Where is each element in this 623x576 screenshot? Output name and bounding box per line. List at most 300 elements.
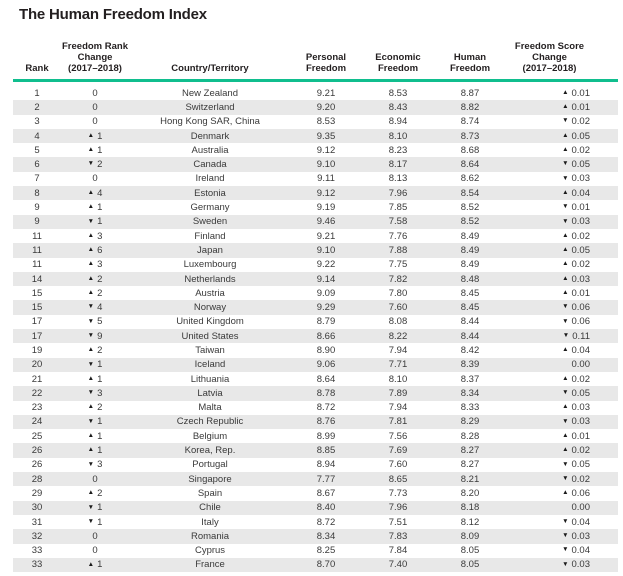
change-value: 4	[97, 187, 103, 199]
human-freedom-cell: 8.34	[460, 387, 480, 399]
rank-cell: 17	[31, 330, 43, 342]
rank-cell: 24	[31, 416, 43, 428]
up-arrow-icon: ▲	[87, 289, 95, 297]
score-change-cell	[505, 102, 604, 113]
change-value: 0	[92, 545, 98, 557]
table-row	[13, 200, 618, 214]
human-freedom-cell: 8.73	[460, 130, 480, 142]
country-cell: Cyprus	[194, 545, 226, 557]
change-value: 1	[97, 202, 103, 214]
personal-freedom-cell: 8.70	[316, 559, 336, 571]
country-cell: Estonia	[194, 187, 226, 199]
human-freedom-cell: 8.62	[460, 173, 480, 185]
economic-freedom-cell: 8.94	[388, 116, 408, 128]
down-arrow-icon: ▼	[87, 460, 95, 468]
table-row	[13, 358, 618, 372]
up-arrow-icon: ▲	[87, 274, 95, 282]
table-row	[13, 243, 618, 257]
personal-freedom-cell: 8.72	[316, 516, 336, 528]
change-value: 0.03	[571, 416, 590, 428]
change-value: 6	[97, 244, 103, 256]
change-value: 4	[97, 302, 103, 314]
rank-change-cell	[61, 274, 129, 285]
economic-freedom-cell: 8.22	[388, 330, 408, 342]
table-row	[13, 215, 618, 229]
country-cell: Czech Republic	[176, 416, 244, 428]
score-change-cell	[505, 245, 604, 256]
economic-freedom-cell: 7.81	[388, 416, 408, 428]
change-value: 3	[97, 259, 103, 271]
human-freedom-cell: 8.74	[460, 116, 480, 128]
score-change-cell	[505, 545, 604, 556]
economic-freedom-cell: 8.17	[388, 159, 408, 171]
country-cell: Norway	[193, 302, 227, 314]
rank-cell: 26	[31, 445, 43, 457]
personal-freedom-cell: 9.14	[316, 273, 336, 285]
personal-freedom-cell: 9.10	[316, 244, 336, 256]
up-arrow-icon: ▲	[87, 403, 95, 411]
change-value: 2	[97, 487, 103, 499]
up-arrow-icon: ▲	[87, 203, 95, 211]
personal-freedom-cell: 7.77	[316, 473, 336, 485]
rank-cell: 8	[34, 187, 40, 199]
down-arrow-icon: ▼	[562, 217, 569, 225]
score-change-cell	[505, 331, 604, 342]
personal-freedom-cell: 8.53	[316, 116, 336, 128]
economic-freedom-cell: 7.40	[388, 559, 408, 571]
country-cell: Korea, Rep.	[184, 445, 236, 457]
rank-cell: 23	[31, 402, 43, 414]
score-change-cell	[505, 517, 604, 528]
up-arrow-icon: ▲	[562, 346, 569, 354]
table-body	[13, 86, 618, 572]
economic-freedom-cell: 7.60	[388, 302, 408, 314]
personal-freedom-cell: 8.25	[316, 545, 336, 557]
economic-freedom-cell: 8.13	[388, 173, 408, 185]
rank-cell: 11	[32, 230, 42, 242]
personal-freedom-cell: 9.12	[316, 144, 336, 156]
rank-change-cell	[61, 474, 129, 485]
down-arrow-icon: ▼	[562, 532, 569, 540]
up-arrow-icon: ▲	[562, 289, 569, 297]
country-cell: Austria	[195, 287, 225, 299]
score-change-cell	[505, 502, 604, 513]
change-value: 0.02	[571, 445, 590, 457]
score-change-cell	[505, 145, 604, 156]
human-freedom-cell: 8.28	[460, 430, 480, 442]
rank-change-cell	[61, 445, 129, 456]
down-arrow-icon: ▼	[562, 474, 569, 482]
up-arrow-icon: ▲	[87, 246, 95, 254]
score-change-cell	[505, 374, 604, 385]
rank-change-cell	[61, 245, 129, 256]
rank-cell: 3	[34, 116, 40, 128]
rank-cell: 4	[34, 130, 40, 142]
human-freedom-cell: 8.87	[460, 87, 480, 99]
human-freedom-cell: 8.48	[460, 273, 480, 285]
country-cell: Portugal	[192, 459, 228, 471]
change-value: 3	[97, 459, 103, 471]
table-header-row	[13, 33, 618, 79]
table-row	[13, 186, 618, 200]
change-value: 0.05	[571, 159, 590, 171]
human-freedom-cell: 8.49	[460, 259, 480, 271]
up-arrow-icon: ▲	[562, 246, 569, 254]
change-value: 0.05	[571, 244, 590, 256]
change-value: 0.01	[571, 101, 590, 113]
personal-freedom-cell: 9.35	[316, 130, 336, 142]
economic-freedom-cell: 7.89	[388, 387, 408, 399]
score-change-cell	[505, 288, 604, 299]
score-change-cell	[505, 202, 604, 213]
rank-change-cell	[61, 559, 129, 570]
change-value: 0.03	[571, 402, 590, 414]
economic-freedom-cell: 7.73	[388, 487, 408, 499]
economic-freedom-cell: 7.75	[388, 259, 408, 271]
change-value: 1	[97, 216, 103, 228]
rank-cell: 32	[31, 530, 43, 542]
change-value: 2	[97, 402, 103, 414]
header-divider-rule	[13, 79, 618, 82]
country-cell: Hong Kong SAR, China	[160, 116, 260, 128]
economic-freedom-cell: 7.82	[388, 273, 408, 285]
economic-freedom-cell: 7.96	[388, 187, 408, 199]
economic-freedom-cell: 8.43	[388, 101, 408, 113]
change-value: 0.04	[571, 344, 590, 356]
rank-change-cell	[61, 173, 129, 184]
change-value: 0.03	[571, 559, 590, 571]
change-value: 0.02	[571, 230, 590, 242]
up-arrow-icon: ▲	[562, 146, 569, 154]
change-value: 1	[97, 144, 103, 156]
down-arrow-icon: ▼	[87, 503, 95, 511]
country-cell: United Kingdom	[176, 316, 244, 328]
human-freedom-cell: 8.05	[460, 559, 480, 571]
table-row	[13, 229, 618, 243]
rank-cell: 33	[31, 545, 43, 557]
score-change-cell	[505, 88, 604, 99]
up-arrow-icon: ▲	[87, 231, 95, 239]
up-arrow-icon: ▲	[562, 274, 569, 282]
change-value: 0	[92, 530, 98, 542]
rank-cell: 9	[34, 216, 40, 228]
rank-change-cell	[61, 316, 129, 327]
human-freedom-cell: 8.49	[460, 230, 480, 242]
personal-freedom-cell: 8.99	[316, 430, 336, 442]
country-cell: Belgium	[192, 430, 228, 442]
change-value: 0.01	[571, 87, 590, 99]
human-freedom-cell: 8.49	[460, 244, 480, 256]
change-value: 0.05	[571, 459, 590, 471]
rank-cell: 15	[31, 302, 43, 314]
economic-freedom-cell: 8.65	[388, 473, 408, 485]
economic-freedom-cell: 8.53	[388, 87, 408, 99]
rank-change-cell	[61, 145, 129, 156]
table-row	[13, 372, 618, 386]
change-value: 0.05	[571, 387, 590, 399]
up-arrow-icon: ▲	[87, 489, 95, 497]
change-value: 0.02	[571, 144, 590, 156]
change-value: 0.00	[571, 359, 590, 371]
change-value: 3	[97, 387, 103, 399]
rank-cell: 5	[34, 144, 40, 156]
human-freedom-cell: 8.45	[460, 287, 480, 299]
score-change-cell	[505, 359, 604, 370]
change-value: 0.06	[571, 487, 590, 499]
down-arrow-icon: ▼	[87, 317, 95, 325]
personal-freedom-cell: 9.09	[316, 287, 336, 299]
personal-freedom-cell: 8.67	[316, 487, 336, 499]
table-row	[13, 157, 618, 171]
up-arrow-icon: ▲	[87, 146, 95, 154]
table-row	[13, 515, 618, 529]
up-arrow-icon: ▲	[562, 131, 569, 139]
change-value: 0.02	[571, 259, 590, 271]
personal-freedom-cell: 8.90	[316, 344, 336, 356]
score-change-cell	[505, 131, 604, 142]
economic-freedom-cell: 8.10	[388, 373, 408, 385]
up-arrow-icon: ▲	[562, 188, 569, 196]
country-cell: Spain	[197, 487, 223, 499]
table-row	[13, 272, 618, 286]
human-freedom-cell: 8.42	[460, 344, 480, 356]
economic-freedom-cell: 7.88	[388, 244, 408, 256]
rank-change-cell	[61, 188, 129, 199]
personal-freedom-cell: 9.10	[316, 159, 336, 171]
score-change-cell	[505, 274, 604, 285]
rank-change-cell	[61, 259, 129, 270]
up-arrow-icon: ▲	[562, 374, 569, 382]
country-cell: Chile	[199, 502, 221, 514]
rank-change-cell	[61, 288, 129, 299]
economic-freedom-cell: 7.51	[388, 516, 408, 528]
up-arrow-icon: ▲	[562, 260, 569, 268]
change-value: 0	[92, 116, 98, 128]
rank-change-cell	[61, 545, 129, 556]
rank-change-cell	[61, 488, 129, 499]
rank-cell: 33	[31, 559, 43, 571]
rank-change-cell	[61, 202, 129, 213]
rank-cell: 31	[31, 516, 43, 528]
down-arrow-icon: ▼	[87, 417, 95, 425]
economic-freedom-cell: 7.96	[388, 502, 408, 514]
change-value: 0.05	[571, 130, 590, 142]
country-cell: Latvia	[197, 387, 223, 399]
change-value: 0.04	[571, 187, 590, 199]
rank-change-cell	[61, 102, 129, 113]
personal-freedom-cell: 8.78	[316, 387, 336, 399]
table-row	[13, 315, 618, 329]
personal-freedom-cell: 8.79	[316, 316, 336, 328]
change-value: 0	[92, 473, 98, 485]
column-header-rank_change: Freedom Rank Change (2017–2018)	[62, 41, 128, 74]
rank-change-cell	[61, 231, 129, 242]
score-change-cell	[505, 173, 604, 184]
down-arrow-icon: ▼	[562, 517, 569, 525]
down-arrow-icon: ▼	[87, 331, 95, 339]
human-freedom-cell: 8.27	[460, 445, 480, 457]
change-value: 1	[97, 359, 103, 371]
table-row	[13, 115, 618, 129]
table-row	[13, 501, 618, 515]
score-change-cell	[505, 388, 604, 399]
rank-cell: 9	[34, 202, 40, 214]
down-arrow-icon: ▼	[562, 203, 569, 211]
human-freedom-cell: 8.52	[460, 202, 480, 214]
personal-freedom-cell: 9.22	[316, 259, 336, 271]
human-freedom-cell: 8.05	[460, 545, 480, 557]
up-arrow-icon: ▲	[87, 446, 95, 454]
personal-freedom-cell: 9.21	[316, 87, 336, 99]
human-freedom-cell: 8.37	[460, 373, 480, 385]
change-value: 0.02	[571, 473, 590, 485]
change-value: 0	[92, 173, 98, 185]
table-row	[13, 258, 618, 272]
rank-change-cell	[61, 159, 129, 170]
down-arrow-icon: ▼	[562, 160, 569, 168]
change-value: 1	[97, 502, 103, 514]
personal-freedom-cell: 8.40	[316, 502, 336, 514]
rank-change-cell	[61, 302, 129, 313]
economic-freedom-cell: 7.56	[388, 430, 408, 442]
country-cell: Germany	[190, 202, 230, 214]
table-row	[13, 129, 618, 143]
change-value: 0.02	[571, 373, 590, 385]
human-freedom-cell: 8.54	[460, 187, 480, 199]
score-change-cell	[505, 216, 604, 227]
up-arrow-icon: ▲	[562, 88, 569, 96]
change-value: 0.01	[571, 287, 590, 299]
rank-cell: 6	[34, 159, 40, 171]
up-arrow-icon: ▲	[562, 446, 569, 454]
table-row	[13, 486, 618, 500]
economic-freedom-cell: 7.85	[388, 202, 408, 214]
rank-change-cell	[61, 416, 129, 427]
personal-freedom-cell: 8.64	[316, 373, 336, 385]
economic-freedom-cell: 7.58	[388, 216, 408, 228]
country-cell: Iceland	[194, 359, 226, 371]
economic-freedom-cell: 7.60	[388, 459, 408, 471]
change-value: 0.04	[571, 516, 590, 528]
change-value: 0.01	[571, 202, 590, 214]
up-arrow-icon: ▲	[87, 260, 95, 268]
change-value: 0.03	[571, 216, 590, 228]
up-arrow-icon: ▲	[87, 560, 95, 568]
personal-freedom-cell: 9.46	[316, 216, 336, 228]
economic-freedom-cell: 7.80	[388, 287, 408, 299]
economic-freedom-cell: 7.94	[388, 344, 408, 356]
score-change-cell	[505, 116, 604, 127]
page-title: The Human Freedom Index	[19, 6, 207, 23]
country-cell: Romania	[190, 530, 230, 542]
country-cell: Italy	[201, 516, 219, 528]
down-arrow-icon: ▼	[562, 303, 569, 311]
country-cell: Japan	[197, 244, 223, 256]
economic-freedom-cell: 7.94	[388, 402, 408, 414]
personal-freedom-cell: 8.85	[316, 445, 336, 457]
economic-freedom-cell: 8.08	[388, 316, 408, 328]
human-freedom-cell: 8.29	[460, 416, 480, 428]
personal-freedom-cell: 8.72	[316, 402, 336, 414]
rank-change-cell	[61, 131, 129, 142]
column-header-economic: Economic Freedom	[375, 52, 421, 74]
down-arrow-icon: ▼	[87, 517, 95, 525]
down-arrow-icon: ▼	[87, 217, 95, 225]
personal-freedom-cell: 9.20	[316, 101, 336, 113]
rank-change-cell	[61, 216, 129, 227]
down-arrow-icon: ▼	[562, 331, 570, 339]
change-value: 1	[97, 430, 103, 442]
rank-change-cell	[61, 88, 129, 99]
change-value: 0.01	[571, 430, 590, 442]
human-freedom-cell: 8.09	[460, 530, 480, 542]
country-cell: Australia	[191, 144, 229, 156]
up-arrow-icon: ▲	[87, 188, 95, 196]
down-arrow-icon: ▼	[562, 560, 569, 568]
rank-cell: 21	[31, 373, 43, 385]
change-value: 2	[97, 287, 103, 299]
change-value: 0	[92, 101, 98, 113]
change-value: 1	[97, 516, 103, 528]
human-freedom-cell: 8.20	[460, 487, 480, 499]
column-header-country: Country/Territory	[171, 63, 249, 74]
rank-cell: 11	[32, 259, 42, 271]
rank-cell: 19	[31, 344, 43, 356]
rank-cell: 29	[31, 487, 43, 499]
table-row	[13, 100, 618, 114]
up-arrow-icon: ▲	[562, 403, 569, 411]
score-change-cell	[505, 459, 604, 470]
personal-freedom-cell: 9.11	[317, 173, 335, 185]
change-value: 0	[92, 87, 98, 99]
economic-freedom-cell: 7.71	[388, 359, 408, 371]
human-freedom-cell: 8.44	[460, 316, 480, 328]
human-freedom-cell: 8.82	[460, 101, 480, 113]
rank-change-cell	[61, 116, 129, 127]
change-value: 0.11	[572, 330, 590, 342]
country-cell: Luxembourg	[183, 259, 237, 271]
rank-change-cell	[61, 402, 129, 413]
down-arrow-icon: ▼	[87, 360, 95, 368]
rank-cell: 25	[31, 430, 43, 442]
change-value: 1	[97, 373, 103, 385]
score-change-cell	[505, 345, 604, 356]
rank-change-cell	[61, 374, 129, 385]
rank-cell: 22	[31, 387, 43, 399]
personal-freedom-cell: 8.94	[316, 459, 336, 471]
change-value: 1	[97, 559, 103, 571]
change-value: 2	[97, 273, 103, 285]
table-row	[13, 386, 618, 400]
personal-freedom-cell: 8.66	[316, 330, 336, 342]
up-arrow-icon: ▲	[87, 432, 95, 440]
rank-cell: 17	[31, 316, 43, 328]
table-row	[13, 86, 618, 100]
change-value: 0.04	[571, 545, 590, 557]
table-row	[13, 286, 618, 300]
personal-freedom-cell: 8.34	[316, 530, 336, 542]
rank-cell: 14	[31, 273, 43, 285]
personal-freedom-cell: 9.21	[316, 230, 336, 242]
change-value: 1	[97, 130, 103, 142]
up-arrow-icon: ▲	[87, 374, 95, 382]
table-row	[13, 443, 618, 457]
down-arrow-icon: ▼	[562, 417, 569, 425]
personal-freedom-cell: 8.76	[316, 416, 336, 428]
change-value: 2	[97, 159, 103, 171]
rank-cell: 15	[31, 287, 43, 299]
rank-change-cell	[61, 531, 129, 542]
